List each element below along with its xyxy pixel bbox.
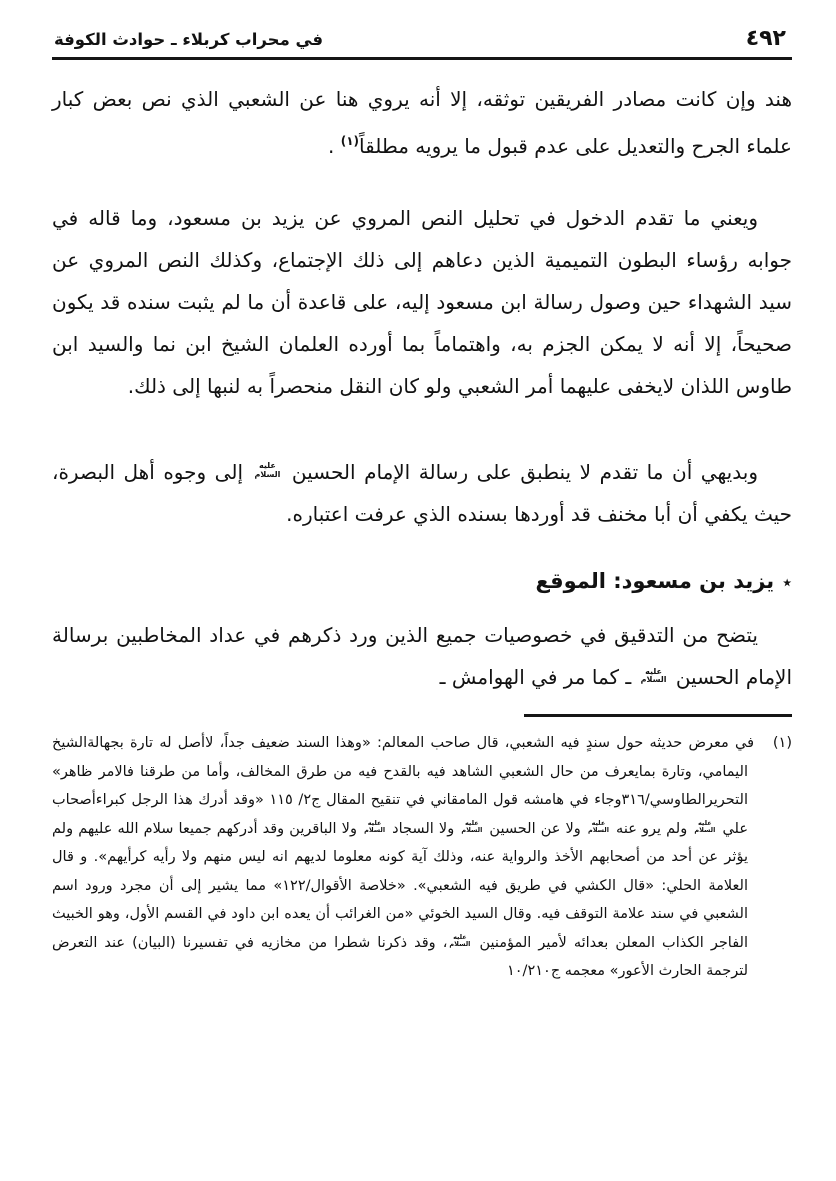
alayhi-salam-honorific-icon	[588, 820, 609, 834]
honorific-line: السلام	[694, 825, 716, 834]
paragraph-position-intro	[52, 614, 792, 698]
honorific-line: عليه	[697, 819, 712, 828]
honorific-line: عليه	[367, 819, 382, 828]
honorific-line: عليه	[453, 933, 467, 942]
paragraph-tail: .	[327, 134, 341, 158]
honorific-line: عليه	[259, 461, 276, 471]
text-segment: ـ كما مر في الهوامش ـ	[439, 665, 638, 690]
text-segment: ، وقد ذكرنا شطرا من مخازيه في تفسيرنا (البيان) عند التعرض لترجمة الحارث الأعور» معجمه ج١٠/٢١٠	[52, 934, 748, 980]
footnote-reference-1: (١)	[340, 134, 359, 148]
section-heading	[52, 565, 792, 597]
page-number: ٤٩٢	[745, 26, 786, 51]
footnote-1-body	[52, 735, 754, 979]
page-header	[52, 22, 792, 60]
honorific-line: السلام	[364, 825, 386, 834]
alayhi-salam-honorific-icon	[364, 820, 385, 834]
text-segment: وبديهي أن ما تقدم لا ينطبق على رسالة الإمام الحسين	[283, 460, 758, 484]
paragraph-shabi-criticism	[52, 78, 792, 167]
footnote-1-marker: (١)	[772, 735, 792, 752]
honorific-line: السلام	[254, 469, 281, 479]
honorific-line: عليه	[645, 666, 662, 676]
honorific-line: السلام	[587, 825, 609, 834]
main-text-block	[52, 78, 792, 698]
text-segment: في معرض حديثه حول سندٍ فيه الشعبي، قال صاحب المعالم: «وهذا السند ضعيف جداً، لاأصل له تارة بجهالةالشيخ اليمامي، وتارة بمايعرف من حال الشعبي الشاهد فيه بالقدح فيه من طرق المخالف، وأما من طرقنا فالامر ظاهر» التحريرالطاوسي/٣١٦وجاء في هامشه قول المامقاني في تنقيح المقال ج٢/ ١١٥ «وقد أدرك هذا الرجل كبراءأصحاب علي	[52, 735, 754, 837]
paragraph-analysis: ويعني ما تقدم الدخول في تحليل النص المروي عن يزيد بن مسعود، وما قاله في جوابه رؤساء البطون التميمية الذين دعاهم إلى ذلك الإجتماع، وكذلك النص المروي عن سيد الشهداء حين وصول رسالة ابن مسعود إليه، على قاعدة أن ما لم يثبت سنده قد يكون صحيحاً، إلا أنه لا يمكن الجزم به، واهتماماً بما أورده العلمان الشيخ ابن نما والسيد ابن طاوس اللذان لايخفى عليهما أمر الشعبي ولو كان النقل منحصراً به لنبها إلى ذلك.	[52, 206, 792, 398]
alayhi-salam-honorific-icon	[449, 934, 470, 948]
alayhi-salam-honorific-icon	[694, 820, 715, 834]
footnote-separator-rule	[524, 714, 792, 717]
honorific-line: السلام	[461, 825, 483, 834]
text-segment: إلى وجوه أهل البصرة، حيث يكفي أن أبا مخنف قد أوردها بسنده الذي عرفت اعتباره.	[52, 460, 792, 526]
honorific-line: عليه	[591, 819, 606, 828]
paragraph-basra-letter	[52, 451, 792, 535]
honorific-line: عليه	[464, 819, 479, 828]
alayhi-salam-honorific-icon	[461, 820, 482, 834]
text-segment: ولا السجاد	[387, 820, 460, 837]
section-heading-text: يزيد بن مسعود: الموقع	[535, 569, 775, 593]
text-segment: يتضح من التدقيق في خصوصيات جميع الذين ورد ذكرهم في عداد المخاطبين برسالة الإمام الحسين	[52, 623, 792, 690]
paragraph-text: هند وإن كانت مصادر الفريقين توثقه، إلا أنه يروي هنا عن الشعبي الذي نص بعض كبار علماء الجرح والتعديل على عدم قبول ما يرويه مطلقاً	[52, 87, 792, 158]
text-segment: ولا الباقرين وقد أدركهم جميعا سلام الله عليهم ولم يؤثر عن أحد من أصحابهم الأخذ والرواية عنه، وذلك آية كونه معلوما لديهم انه ليس منهم ولا رأيه كرأيهم». و قال العلامة الحلي: «قال الكشي في طريق فيه الشعبي». «خلاصة الأقوال/١٢٢» مما يشير إلى أن مجرد ورود اسم الشعبي في سند علامة التوقف فيه. وقال السيد الخوئي «من الغرائب أن يعده ابن داود في القسم الأول، وهو الخبيث الفاجر الكذاب المعلن بعدائه لأمير المؤمنين	[52, 820, 748, 951]
alayhi-salam-honorific-icon	[641, 668, 667, 685]
text-segment: ولم يرو عنه	[610, 820, 693, 837]
star-bullet-icon: ٭	[782, 572, 792, 593]
honorific-line: السلام	[449, 939, 471, 948]
running-header-title: في محراب كربلاء ـ حوادث الكوفة	[54, 30, 324, 49]
honorific-line: السلام	[640, 674, 667, 684]
alayhi-salam-honorific-icon	[255, 462, 281, 479]
text-segment: ولا عن الحسين	[484, 820, 586, 837]
footnote-1	[52, 729, 792, 986]
